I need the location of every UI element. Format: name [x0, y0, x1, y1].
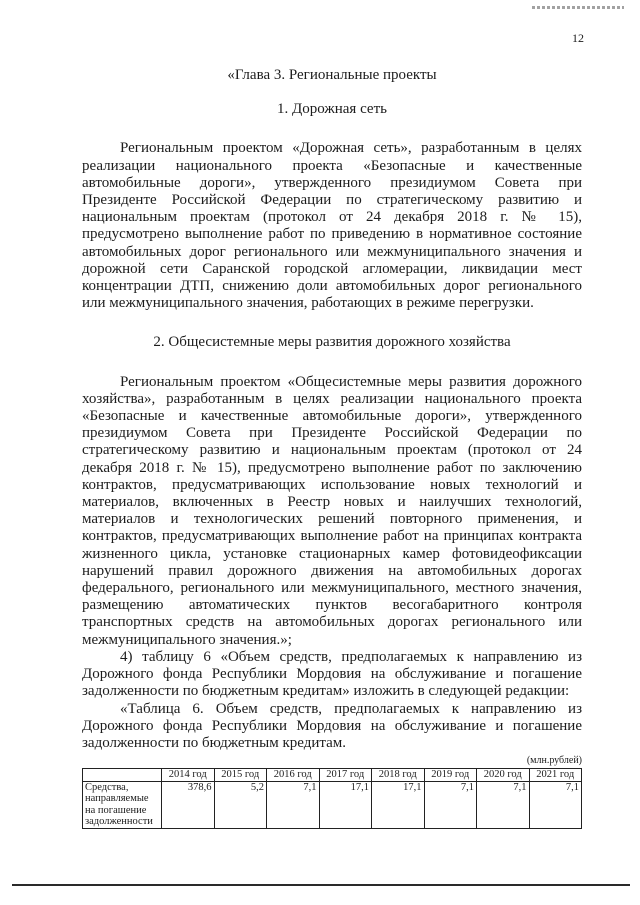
value-cell: 5,2 [214, 781, 267, 828]
section-2-paragraph: Региональным проектом «Общесистемные меры развития дорожного хозяйства», разработанным в целях реализации национального проекта «Безопасные и качественные автомобильные дороги», утвержденного президиумом Совета при Президенте Российской Федерации по стратегическому развитию и национальным проектам (протокол от 24 декабря 2018 г. № 15), предусмотрено выполнение работ по заключению контрактов, предусматривающих использование новых технологий и материалов, включенных в Реестр новых и наилучших технологий, материалов и технологических решений повторного применения, и контрактов, предусматривающих выполнение работ на принципах контракта жизненного цикла, установке стационарных камер фотовидеофиксации нарушений правил дорожного движения на автомобильных дорогах федерального, регионального или межмуниципального, местного значения, размещению автоматических пунктов весогабаритного контроля транспортных средств на автомобильных дорогах регионального или межмуниципального значения.»; [82, 373, 582, 648]
row-label: Средства, направляемые на погашение задолженности [83, 781, 162, 828]
chapter-title: «Глава 3. Региональные проекты [227, 67, 437, 83]
table-units: (млн.рублей) [526, 755, 582, 767]
page-number: 12 [572, 31, 584, 45]
table-corner-cell [83, 769, 162, 782]
value-cell: 7,1 [529, 781, 582, 828]
value-cell: 17,1 [319, 781, 372, 828]
year-header: 2021 год [529, 769, 582, 782]
year-header: 2017 год [319, 769, 372, 782]
value-cell: 378,6 [162, 781, 215, 828]
scan-artifact [532, 6, 624, 9]
amendment-paragraph: 4) таблицу 6 «Объем средств, предполагаемых к направлению из Дорожного фонда Республики Мордовия на обслуживание и погашение задолженности по бюджетным кредитам» изложить в следующей редакции: [82, 648, 582, 700]
value-cell: 17,1 [372, 781, 425, 828]
section-1-title: 1. Дорожная сеть [277, 101, 387, 118]
bottom-border-line [12, 884, 630, 886]
section-1-paragraph: Региональным проектом «Дорожная сеть», разработанным в целях реализации национального проекта «Безопасные и качественные автомобильные дороги», утвержденного президиумом Совета при Президенте Российской Федерации по стратегическому развитию и национальным проектам (протокол от 24 декабря 2018 г. № 15), предусмотрено выполнение работ по приведению в нормативное состояние автомобильных дорог регионального или межмуниципального значения и дорожной сети Саранской городской агломерации, ликвидации мест концентрации ДТП, снижению доли автомобильных дорог регионального или межмуниципального значения, работающих в режиме перегрузки. [82, 140, 582, 312]
year-header: 2019 год [424, 769, 477, 782]
year-header: 2016 год [267, 769, 320, 782]
table-intro: «Таблица 6. Объем средств, предполагаемых к направлению из Дорожного фонда Республики Мордовия на обслуживание и погашение задолженности по бюджетным кредитам. [82, 700, 582, 751]
year-header: 2018 год [372, 769, 425, 782]
table-header-row [83, 769, 582, 782]
section-2-title: 2. Общесистемные меры развития дорожного хозяйства [153, 334, 511, 351]
year-header: 2015 год [214, 769, 267, 782]
year-header: 2014 год [162, 769, 215, 782]
table-row [83, 781, 582, 828]
value-cell: 7,1 [424, 781, 477, 828]
value-cell: 7,1 [267, 781, 320, 828]
value-cell: 7,1 [477, 781, 530, 828]
year-header: 2020 год [477, 769, 530, 782]
budget-table [82, 768, 582, 829]
document-body [82, 67, 582, 829]
